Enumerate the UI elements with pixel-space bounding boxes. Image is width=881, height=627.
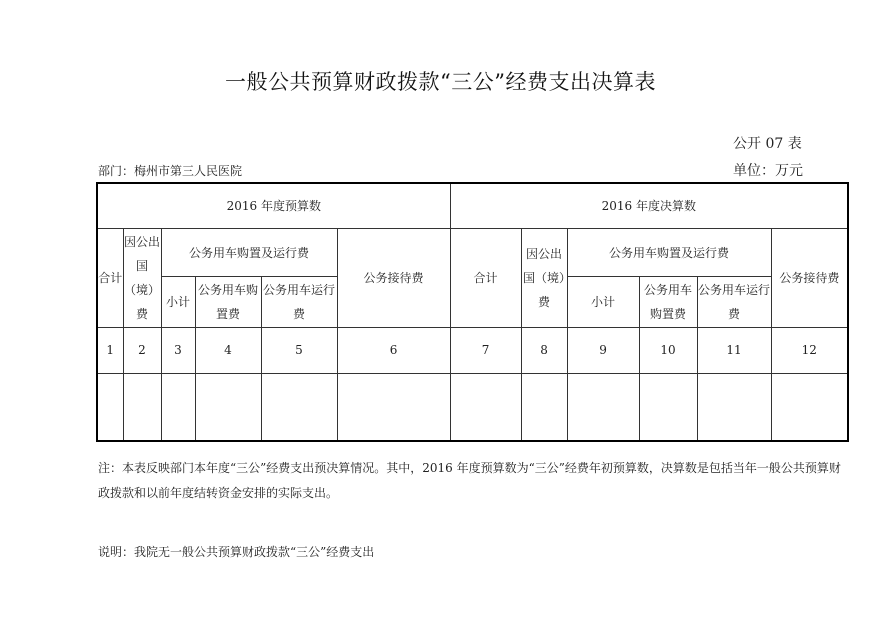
data-cell — [771, 373, 848, 441]
data-cell — [639, 373, 697, 441]
column-number: 10 — [639, 327, 697, 373]
data-cell — [123, 373, 161, 441]
data-cell — [697, 373, 771, 441]
column-number: 1 — [97, 327, 123, 373]
column-number: 7 — [450, 327, 521, 373]
column-number: 5 — [261, 327, 337, 373]
data-cell — [450, 373, 521, 441]
column-number: 12 — [771, 327, 848, 373]
final-total-header: 合计 — [450, 228, 521, 327]
data-cell — [261, 373, 337, 441]
budget-abroad-header: 因公出国（境）费 — [123, 228, 161, 327]
budget-subtotal-header: 小计 — [161, 277, 195, 327]
final-abroad-header: 因公出国（境）费 — [521, 228, 567, 327]
three-public-expense-table — [96, 182, 849, 442]
column-number: 2 — [123, 327, 161, 373]
table-note: 注：本表反映部门本年度“三公”经费支出预决算情况。其中，2016 年度预算数为“三公”经费年初预算数，决算数是包括当年一般公共预算财政拨款和以前年度结转资金安排的实际支出。 — [98, 461, 841, 500]
page-title: 一般公共预算财政拨款“三公”经费支出决算表 — [225, 70, 656, 94]
data-cell — [161, 373, 195, 441]
budget-vehicle-group-header: 公务用车购置及运行费 — [161, 228, 337, 276]
data-cell — [97, 373, 123, 441]
data-cell — [521, 373, 567, 441]
column-number: 6 — [337, 327, 450, 373]
budget-reception-header: 公务接待费 — [337, 228, 450, 327]
unit-label: 单位：万元 — [733, 163, 803, 179]
final-reception-header: 公务接待费 — [771, 228, 848, 327]
column-number: 4 — [195, 327, 261, 373]
column-number: 9 — [567, 327, 639, 373]
budget-section-header: 2016 年度预算数 — [97, 183, 450, 228]
data-cell — [567, 373, 639, 441]
budget-purchase-header: 公务用车购置费 — [195, 277, 261, 327]
final-subtotal-header: 小计 — [567, 277, 639, 327]
department-label: 部门：梅州市第三人民医院 — [98, 164, 243, 178]
column-number: 8 — [521, 327, 567, 373]
final-purchase-header: 公务用车购置费 — [639, 277, 697, 327]
column-number: 3 — [161, 327, 195, 373]
budget-operation-header: 公务用车运行费 — [261, 277, 337, 327]
final-section-header: 2016 年度决算数 — [450, 183, 848, 228]
final-operation-header: 公务用车运行费 — [697, 277, 771, 327]
data-cell — [195, 373, 261, 441]
column-number: 11 — [697, 327, 771, 373]
data-row — [97, 373, 848, 441]
explanation-text: 说明：我院无一般公共预算财政拨款“三公”经费支出 — [98, 545, 375, 559]
data-cell — [337, 373, 450, 441]
budget-total-header: 合计 — [97, 228, 123, 327]
column-number-row — [97, 327, 848, 373]
final-vehicle-group-header: 公务用车购置及运行费 — [567, 228, 771, 276]
form-number: 公开 07 表 — [733, 136, 802, 152]
